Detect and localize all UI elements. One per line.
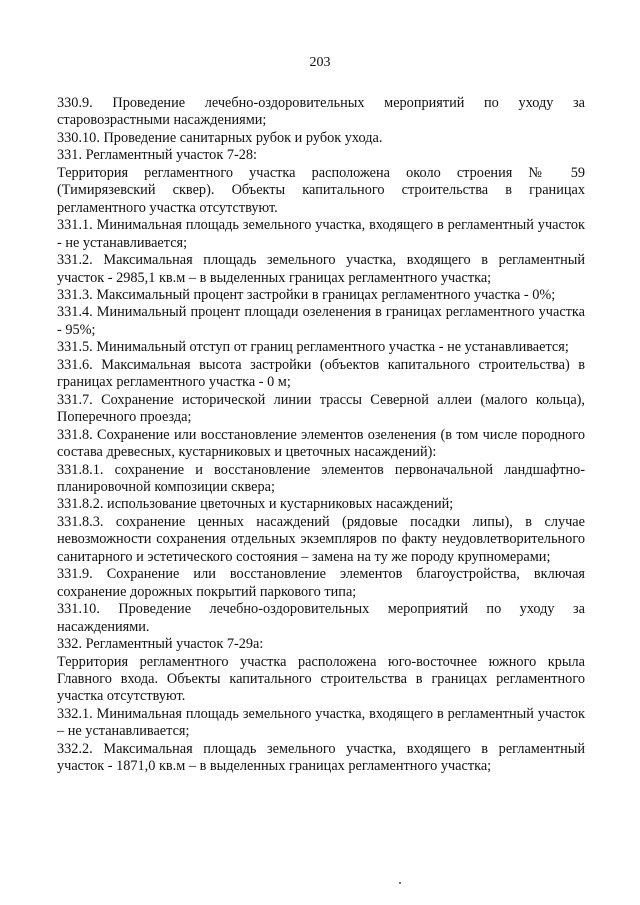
paragraph: 331.2. Максимальная площадь земельного участка, входящего в регламентный участок - 2985,1 кв.м – в выделенных границах регламентного участка; — [57, 252, 585, 286]
paragraph: 330.9. Проведение лечебно-оздоровительных мероприятий по уходу за старовозрастными насаждениями; — [57, 95, 585, 129]
paragraph: 331.10. Проведение лечебно-оздоровительных мероприятий по уходу за насаждениями. — [57, 601, 585, 635]
paragraph: 330.10. Проведение санитарных рубок и рубок ухода. — [57, 129, 383, 146]
paragraph: 331.6. Максимальная высота застройки (объектов капитального строительства) в границах регламентного участка - 0 м; — [57, 356, 585, 391]
paragraph: 331.8.1. сохранение и восстановление элементов первоначальной ландшафтно-планировочной композиции сквера; — [57, 461, 585, 495]
paragraph: 331. Регламентный участок 7-28: — [57, 147, 258, 164]
paragraph: 331.8. Сохранение или восстановление элементов озеленения (в том числе породного состава древесных, кустарниковых и цветочных насаждений): — [57, 426, 585, 461]
scan-artifact-dot — [399, 882, 401, 884]
paragraph: 331.1. Минимальная площадь земельного участка, входящего в регламентный участок - не устанавливается; — [57, 217, 585, 251]
paragraph: 331.7. Сохранение исторической линии трассы Северной аллеи (малого кольца), Поперечного проезда; — [57, 391, 585, 426]
page-number: 203 — [309, 55, 331, 70]
paragraph: 332. Регламентный участок 7-29а: — [57, 636, 264, 653]
paragraph: 331.4. Минимальный процент площади озеленения в границах регламентного участка - 95%; — [57, 304, 585, 338]
paragraph: 332.2. Максимальная площадь земельного участка, входящего в регламентный участок - 1871,0 кв.м – в выделенных границах регламентного участка; — [57, 740, 585, 775]
paragraph: 331.5. Минимальный отступ от границ регламентного участка - не устанавливается; — [57, 339, 569, 356]
paragraph: Территория регламентного участка расположена около строения № 59 (Тимирязевский сквер). Объекты капитального строительства в границах регламентного участка отсутствуют. — [57, 164, 585, 216]
paragraph: 332.1. Минимальная площадь земельного участка, входящего в регламентный участок – не устанавливается; — [57, 705, 585, 740]
paragraph: 331.8.3. сохранение ценных насаждений (рядовые посадки липы), в случае невозможности сохранения отдельных экземпляров по факту неудовлетворительного санитарного и эстетического состояния – замена на ту же породу крупномерами; — [57, 513, 585, 565]
paragraph: 331.3. Максимальный процент застройки в границах регламентного участка - 0%; — [57, 286, 556, 303]
paragraph: 331.8.2. использование цветочных и кустарниковых насаждений; — [57, 496, 454, 513]
document-body — [57, 95, 585, 776]
paragraph: 331.9. Сохранение или восстановление элементов благоустройства, включая сохранение дорожных покрытий паркового типа; — [57, 566, 585, 600]
paragraph: Территория регламентного участка расположена юго-восточнее южного крыла Главного входа. Объекты капитального строительства в границах регламентного участка отсутствуют. — [57, 653, 585, 705]
